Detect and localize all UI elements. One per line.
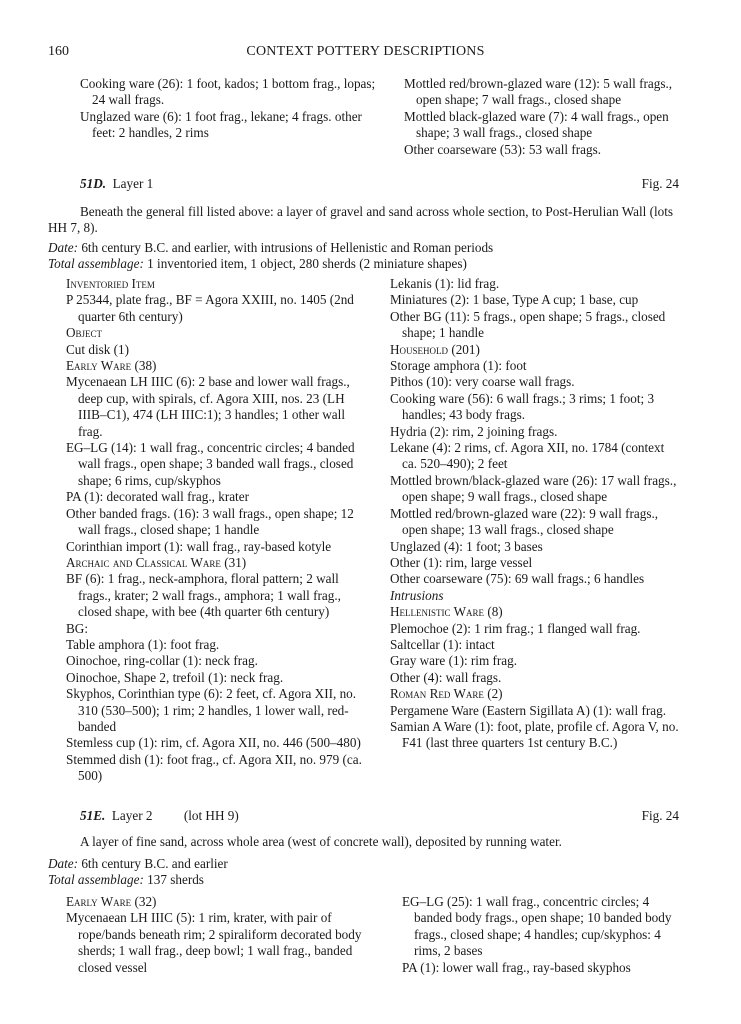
list-item: Unglazed ware (6): 1 foot frag., lekane; 4 frags. other feet: 2 handles, 2 rims — [80, 108, 362, 141]
list-item: BF (6): 1 frag., neck-amphora, floral pattern; 2 wall frags., krater; 2 wall frags., amphora; 1 wall frag., closed shape, with bee (4th quarter 6th century) — [66, 571, 341, 620]
s51d-right-column — [390, 276, 682, 752]
list-item: Other (4): wall frags. — [390, 669, 502, 685]
s51e-right-column — [402, 894, 682, 976]
subcategory-heading: BG: — [66, 620, 88, 636]
category-heading: Object — [66, 325, 103, 341]
intrusions-heading: Intrusions — [390, 587, 444, 603]
list-item: EG–LG (14): 1 wall frag., concentric circles; 4 banded wall frags., open shape; 3 banded wall frags., closed shape; 6 rims, cup/skyphos — [66, 440, 355, 488]
list-item: Lekane (4): 2 rims, cf. Agora XII, no. 1784 (context ca. 520–490); 2 feet — [390, 440, 665, 472]
section-description: Beneath the general fill listed above: a layer of gravel and sand across whole section, to Post-Herulian Wall (lots HH 7, 8). — [48, 204, 674, 236]
total-label: Total assemblage: — [48, 256, 144, 272]
list-item: Other coarseware (53): 53 wall frags. — [404, 141, 601, 157]
date-label: Date: — [48, 240, 79, 255]
figure-reference: Fig. 24 — [641, 176, 679, 191]
date-label: Date: — [48, 856, 79, 871]
section-description: A layer of fine sand, across whole area (west of concrete wall), deposited by running water. — [80, 834, 562, 849]
category-heading: Hellenistic Ware (8) — [390, 604, 503, 620]
section-number: 51E. — [80, 808, 106, 823]
section-heading-51d — [80, 176, 679, 194]
list-item: Miniatures (2): 1 base, Type A cup; 1 base, cup — [390, 292, 639, 308]
list-item: Other BG (11): 5 frags., open shape; 5 frags., closed shape; 1 handle — [390, 308, 666, 341]
section-heading-51e — [80, 808, 679, 826]
list-item: Skyphos, Corinthian type (6): 2 feet, cf. Agora XII, no. 310 (530–500); 1 rim; 2 handles, 1 lower wall, red-banded — [66, 686, 357, 734]
category-heading: Inventoried Item — [66, 276, 155, 291]
category-heading: Household (201) — [390, 341, 480, 357]
list-item: PA (1): decorated wall frag., krater — [66, 489, 249, 505]
lot-reference: (lot HH 9) — [183, 808, 239, 823]
section-label: Layer 2 — [111, 808, 153, 823]
list-item: Pergamene Ware (Eastern Sigillata A) (1): wall frag. — [390, 702, 667, 718]
list-item: Cooking ware (56): 6 wall frags.; 3 rims; 1 foot; 3 handles; 43 body frags. — [390, 390, 655, 423]
s51d-left-column — [66, 276, 366, 785]
top-left-column — [80, 76, 376, 142]
list-item: Corinthian import (1): wall frag., ray-based kotyle — [66, 538, 332, 554]
list-item: Lekanis (1): lid frag. — [390, 276, 500, 291]
list-item: Gray ware (1): rim frag. — [390, 653, 518, 669]
list-item: Stemmed dish (1): foot frag., cf. Agora XII, no. 979 (ca. 500) — [66, 751, 362, 784]
list-item: Stemless cup (1): rim, cf. Agora XII, no. 446 (500–480) — [66, 735, 361, 751]
list-item: Cut disk (1) — [66, 341, 130, 357]
section-metadata — [48, 856, 679, 889]
section-number: 51D. — [80, 176, 107, 191]
list-item: Saltcellar (1): intact — [390, 636, 495, 652]
list-item: Samian A Ware (1): foot, plate, profile cf. Agora V, no. F41 (last three quarters 1st century B.C.) — [390, 718, 679, 751]
category-heading: Roman Red Ware (2) — [390, 686, 503, 702]
list-item: P 25344, plate frag., BF = Agora XXIII, no. 1405 (2nd quarter 6th century) — [66, 292, 354, 324]
list-item: Cooking ware (26): 1 foot, kados; 1 bottom frag., lopas; 24 wall frags. — [80, 76, 376, 108]
list-item: EG–LG (25): 1 wall frag., concentric circles; 4 banded body frags., open shape; 10 banded body frags., closed shape; 4 handles; cup/skyphos: 4 rims, 2 bases — [402, 894, 672, 959]
page-number: 160 — [48, 44, 69, 59]
list-item: Mottled red/brown-glazed ware (22): 9 wall frags., open shape; 13 wall frags., closed shape — [390, 505, 659, 538]
list-item: Pithos (10): very coarse wall frags. — [390, 374, 575, 390]
category-heading: Archaic and Classical Ware (31) — [66, 554, 247, 570]
category-heading: Early Ware (38) — [66, 358, 157, 374]
list-item: Plemochoe (2): 1 rim frag.; 1 flanged wall frag. — [390, 620, 641, 636]
date-value: 6th century B.C. and earlier, with intrusions of Hellenistic and Roman periods — [81, 240, 494, 255]
list-item: Table amphora (1): foot frag. — [66, 636, 220, 652]
list-item: Unglazed (4): 1 foot; 3 bases — [390, 538, 543, 554]
list-item: Mottled red/brown-glazed ware (12): 5 wall frags., open shape; 7 wall frags., closed shape — [404, 76, 673, 108]
list-item: Hydria (2): rim, 2 joining frags. — [390, 423, 558, 439]
running-title: CONTEXT POTTERY DESCRIPTIONS — [246, 44, 485, 59]
figure-reference: Fig. 24 — [641, 808, 679, 823]
top-right-column — [404, 76, 682, 158]
running-header — [48, 44, 683, 62]
total-label: Total assemblage: — [48, 872, 144, 888]
date-value: 6th century B.C. and earlier — [81, 856, 228, 871]
list-item: Other (1): rim, large vessel — [390, 554, 533, 570]
category-heading: Early Ware (32) — [66, 894, 157, 909]
total-value: 137 sherds — [147, 872, 204, 888]
section-metadata — [48, 240, 679, 273]
list-item: Oinochoe, Shape 2, trefoil (1): neck frag. — [66, 669, 284, 685]
s51e-left-column — [66, 894, 366, 976]
list-item: Mottled brown/black-glazed ware (26): 17 wall frags., open shape; 9 wall frags., closed shape — [390, 472, 677, 505]
list-item: Mycenaean LH IIIC (5): 1 rim, krater, with pair of rope/bands beneath rim; 2 spiraliform decorated body sherds; 1 wall frag., deep bowl; 1 wall frag., banded closed vessel — [66, 910, 362, 975]
total-value: 1 inventoried item, 1 object, 280 sherds (2 miniature shapes) — [147, 256, 467, 272]
section-label: Layer 1 — [112, 176, 154, 191]
list-item: Storage amphora (1): foot — [390, 358, 527, 374]
list-item: Oinochoe, ring-collar (1): neck frag. — [66, 653, 258, 669]
list-item: Other coarseware (75): 69 wall frags.; 6 handles — [390, 571, 645, 587]
list-item: Other banded frags. (16): 3 wall frags., open shape; 12 wall frags., closed shape; 1 handle — [66, 505, 354, 538]
list-item: PA (1): lower wall frag., ray-based skyphos — [402, 959, 631, 975]
list-item: Mycenaean LH IIIC (6): 2 base and lower wall frags., deep cup, with spirals, cf. Agora XIII, nos. 23 (LH IIIB–C1), 474 (LH IIIC:1); 3 handles; 1 other wall frag. — [66, 374, 350, 439]
list-item: Mottled black-glazed ware (7): 4 wall frags., open shape; 3 wall frags., closed shape — [404, 108, 669, 141]
